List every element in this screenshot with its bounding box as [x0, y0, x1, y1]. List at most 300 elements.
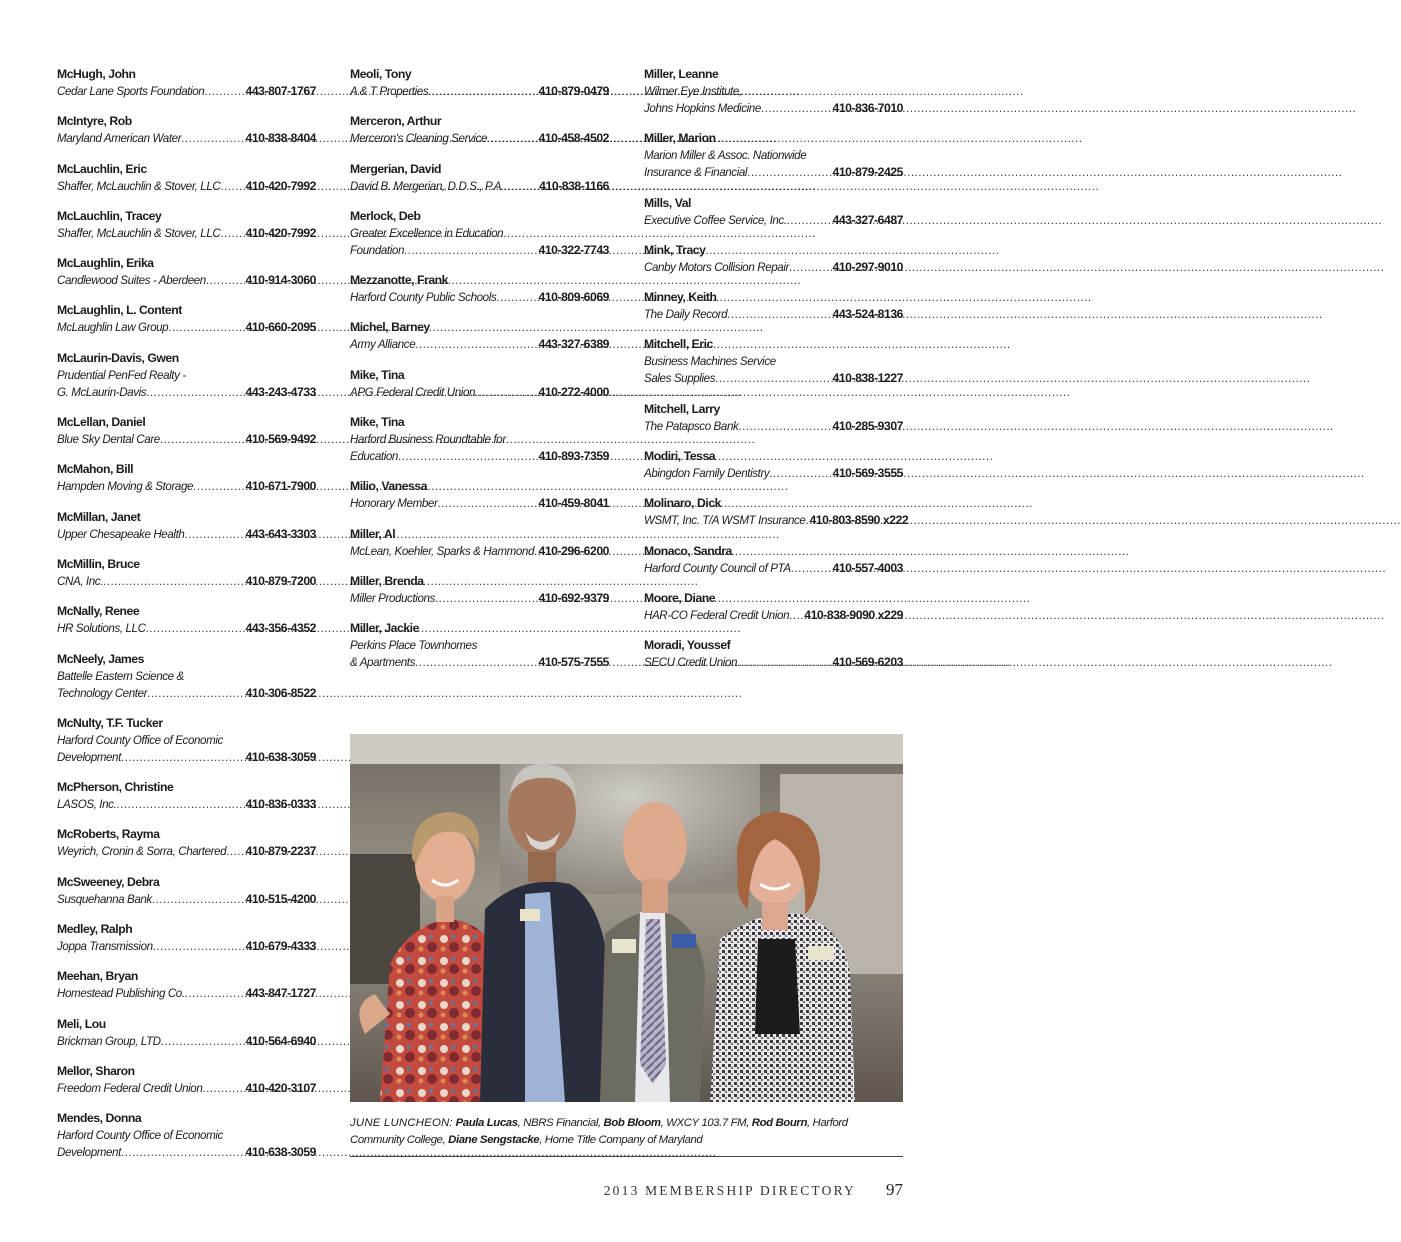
- phone-number: 443-643-3303: [245, 526, 316, 541]
- directory-entry: [644, 289, 903, 323]
- dot-leader: [435, 590, 538, 607]
- phone-number: 410-879-2237: [245, 844, 316, 859]
- phone-number: 410-836-0333: [245, 797, 316, 812]
- phone-number: 443-356-4352: [245, 621, 316, 636]
- directory-entry: [57, 779, 316, 813]
- organization-line: Freedom Federal Credit Union: [57, 1081, 203, 1095]
- directory-entry: [350, 573, 609, 607]
- organization-line: Foundation: [350, 243, 405, 257]
- dot-leader: [789, 607, 803, 624]
- member-name: Medley, Ralph: [57, 922, 133, 937]
- organization-line: Harford Business Roundtable for: [350, 433, 506, 447]
- organization-phone-row: [57, 319, 316, 336]
- directory-column-1: [57, 66, 316, 1175]
- dot-leader: [193, 478, 244, 495]
- member-name: Miller, Brenda: [350, 573, 424, 588]
- dot-leader: [161, 1033, 245, 1050]
- phone-number: 410-879-7200: [245, 573, 316, 588]
- dot-leader: [747, 164, 831, 181]
- directory-entry: [57, 715, 316, 766]
- dot-leader: [226, 843, 244, 860]
- phone-number: 443-847-1727: [245, 986, 316, 1001]
- organization-line: & Apartments: [350, 656, 416, 670]
- member-name: Miller, Jackie: [350, 621, 419, 636]
- phone-number: 410-879-0479: [538, 84, 609, 98]
- dot-leader: [715, 370, 831, 387]
- organization-line: Joppa Transmission: [57, 940, 153, 954]
- directory-entry: [57, 350, 316, 401]
- dot-leader: [168, 319, 244, 336]
- organization-phone-row: [57, 130, 316, 147]
- organization-phone-row: [57, 685, 316, 702]
- dot-leader: [398, 448, 538, 465]
- member-name: Minney, Keith: [644, 290, 717, 305]
- organization-phone-row: [57, 843, 316, 860]
- directory-entry: [57, 255, 316, 289]
- organization-line: Harford County Office of Economic: [57, 733, 223, 747]
- organization-line: Hampden Moving & Storage: [57, 480, 194, 494]
- organization-line: Weyrich, Cronin & Sorra, Chartered: [57, 845, 227, 859]
- member-name: Molinaro, Dick: [644, 496, 721, 511]
- organization-phone-row: [350, 242, 609, 259]
- member-name: Moore, Diane: [644, 590, 716, 605]
- directory-entry: [350, 319, 609, 353]
- phone-number: 410-638-3059: [245, 1145, 316, 1160]
- organization-line: The Daily Record: [644, 308, 728, 322]
- organization-phone-row: [57, 796, 316, 813]
- member-name: Merlock, Deb: [350, 208, 421, 223]
- member-name: McLauchlin, Eric: [57, 161, 147, 176]
- phone-number: 410-420-7992: [245, 225, 316, 240]
- phone-number: 410-459-8041: [538, 496, 609, 511]
- dot-leader: [220, 225, 244, 242]
- phone-number: 410-638-3059: [245, 749, 316, 764]
- dot-leader: [737, 654, 831, 671]
- directory-entry: [57, 208, 316, 242]
- phone-number: 410-838-8404: [245, 131, 316, 146]
- member-name: McIntyre, Rob: [57, 114, 132, 129]
- dot-leader: [121, 1144, 245, 1161]
- member-name: Mendes, Donna: [57, 1111, 142, 1126]
- directory-entry: [57, 414, 316, 448]
- organization-line: HAR-CO Federal Credit Union: [644, 608, 790, 622]
- organization-phone-row: [350, 384, 609, 401]
- directory-entry: [644, 495, 909, 529]
- member-name: Mink, Tracy: [644, 242, 706, 257]
- phone-number: 410-515-4200: [245, 891, 316, 906]
- dot-leader: [160, 431, 245, 448]
- directory-entry: [350, 208, 609, 259]
- dot-leader: [204, 83, 244, 100]
- caption-person-affiliation: , Home Title Company of Maryland: [539, 1134, 703, 1146]
- organization-line: Shaffer, McLauchlin & Stover, LLC: [57, 179, 221, 193]
- member-name: Monaco, Sandra: [644, 543, 732, 558]
- directory-entry: [57, 603, 316, 637]
- member-name: Mike, Tina: [350, 367, 405, 382]
- organization-line: Candlewood Suites - Aberdeen: [57, 274, 206, 288]
- organization-phone-row: [57, 1144, 316, 1161]
- footer-directory-label: 2013 MEMBERSHIP DIRECTORY: [603, 1183, 856, 1198]
- caption-person-affiliation: , Harford Community College,: [350, 1117, 848, 1146]
- directory-entry: [644, 401, 903, 435]
- directory-entry: [57, 968, 316, 1002]
- phone-number: 410-836-7010: [832, 101, 903, 115]
- organization-phone-row: [57, 178, 316, 195]
- directory-entry: [57, 1016, 316, 1050]
- member-name: Mike, Tina: [350, 415, 405, 430]
- organization-line: McLaughlin Law Group: [57, 321, 169, 335]
- directory-entry: [644, 242, 903, 276]
- dot-leader: [415, 654, 537, 671]
- member-name: McMillan, Janet: [57, 509, 141, 524]
- dot-leader: [116, 796, 244, 813]
- organization-line: The Patapsco Bank: [644, 419, 739, 433]
- directory-entry: [57, 1110, 316, 1161]
- organization-line: Canby Motors Collision Repair: [644, 260, 789, 274]
- organization-line: Battelle Eastern Science &: [57, 669, 184, 683]
- phone-number: 410-285-9307: [832, 418, 903, 433]
- organization-phone-row: [57, 938, 316, 955]
- organization-line: Business Machines Service: [644, 355, 776, 369]
- member-name: Meehan, Bryan: [57, 969, 138, 984]
- dot-leader: [202, 1080, 244, 1097]
- organization-line: McLean, Koehler, Sparks & Hammond: [350, 544, 534, 558]
- organization-line: Abingdon Family Dentistry: [644, 467, 770, 481]
- organization-line: Honorary Member: [350, 497, 438, 511]
- organization-line: Sales Supplies: [644, 372, 716, 386]
- directory-entry: [57, 161, 316, 195]
- organization-line: Maryland American Water: [57, 132, 182, 146]
- directory-entry: [644, 66, 903, 117]
- organization-line: Greater Excellence in Education: [350, 226, 504, 240]
- member-name: McLauchlin, Tracey: [57, 208, 162, 223]
- phone-number: 410-322-7743: [538, 242, 609, 257]
- luncheon-photo: [350, 734, 903, 1102]
- organization-phone-row: [350, 654, 609, 671]
- organization-line: Johns Hopkins Medicine: [644, 102, 761, 115]
- organization-phone-row: [350, 178, 609, 195]
- organization-line: Development: [57, 750, 121, 764]
- member-name: McNeely, James: [57, 651, 144, 666]
- caption-person-name: Diane Sengstacke: [448, 1134, 540, 1146]
- organization-phone-row: [644, 560, 903, 577]
- organization-line: Army Alliance: [350, 338, 416, 352]
- organization-line: Susquehanna Bank: [57, 892, 152, 906]
- member-name: McLellan, Daniel: [57, 415, 146, 430]
- dot-leader: [181, 130, 244, 147]
- organization-line: Executive Coffee Service, Inc.: [644, 213, 787, 227]
- organization-phone-row: [57, 620, 316, 637]
- caption-person-name: Bob Bloom: [603, 1117, 661, 1129]
- caption-divider: [350, 1156, 903, 1157]
- organization-line: Insurance & Financial: [644, 166, 748, 180]
- organization-phone-row: [350, 83, 609, 100]
- dot-leader: [496, 289, 537, 306]
- member-name: Mills, Val: [644, 195, 691, 210]
- organization-line: Merceron's Cleaning Service: [350, 132, 488, 146]
- organization-phone-row: [644, 212, 903, 229]
- phone-number: 410-569-9492: [245, 432, 316, 447]
- organization-phone-row: [57, 749, 316, 766]
- member-name: Miller, Al: [350, 526, 396, 541]
- caption-person-name: Paula Lucas: [455, 1117, 518, 1129]
- organization-line: Development: [57, 1146, 121, 1160]
- dot-leader: [428, 83, 537, 100]
- dot-leader: [147, 685, 244, 702]
- organization-phone-row: [644, 654, 903, 671]
- member-name: Moradi, Youssef: [644, 638, 731, 653]
- phone-number: 443-243-4733: [245, 384, 316, 399]
- directory-entry: [57, 651, 316, 702]
- organization-line: Perkins Place Townhomes: [350, 639, 477, 653]
- member-name: Mitchell, Larry: [644, 401, 720, 416]
- directory-entry: [57, 509, 316, 543]
- organization-phone-row: [644, 465, 903, 482]
- phone-number: 410-692-9379: [538, 590, 609, 605]
- phone-number: 410-569-3555: [832, 466, 903, 481]
- member-name: Milio, Vanessa: [350, 479, 428, 494]
- member-name: Meoli, Tony: [350, 67, 412, 81]
- member-name: McRoberts, Rayma: [57, 827, 160, 842]
- member-name: Merceron, Arthur: [350, 114, 442, 129]
- organization-line: G. McLaurin-Davis: [57, 385, 147, 399]
- caption-person-affiliation: , WXCY 103.7 FM,: [660, 1117, 752, 1129]
- organization-line: SECU Credit Union: [644, 656, 738, 670]
- organization-line: Prudential PenFed Realty -: [57, 368, 186, 382]
- dot-leader: [791, 560, 832, 577]
- directory-entry: [350, 113, 609, 147]
- organization-phone-row: [57, 384, 316, 401]
- organization-phone-row: [644, 512, 909, 529]
- member-name: McMillin, Bruce: [57, 556, 140, 571]
- organization-line: Miller Productions: [350, 591, 435, 605]
- phone-number: 410-575-7555: [538, 655, 609, 670]
- directory-entry: [57, 461, 316, 495]
- organization-phone-row: [57, 272, 316, 289]
- directory-entry: [57, 302, 316, 336]
- organization-line: Harford County Public Schools: [350, 291, 497, 305]
- organization-phone-row: [350, 289, 609, 306]
- directory-entry: [350, 478, 609, 512]
- dot-leader: [415, 336, 537, 353]
- organization-phone-row: [644, 418, 903, 435]
- dot-leader: [185, 985, 245, 1002]
- organization-line: Wilmer Eye Institute,: [644, 85, 742, 98]
- dot-leader: [153, 938, 245, 955]
- organization-line: Brickman Group, LTD: [57, 1034, 161, 1048]
- dot-leader: [789, 259, 832, 276]
- organization-phone-row: [57, 1080, 316, 1097]
- dot-leader: [121, 749, 245, 766]
- organization-phone-row: [57, 1033, 316, 1050]
- dot-leader: [184, 526, 244, 543]
- directory-entry: [644, 336, 903, 387]
- phone-number: 443-327-6389: [538, 337, 609, 352]
- directory-entry: [644, 448, 903, 482]
- dot-leader: [152, 891, 245, 908]
- member-name: McLaughlin, L. Content: [57, 303, 182, 318]
- directory-entry: [350, 161, 609, 195]
- member-name: Mitchell, Eric: [644, 337, 713, 352]
- phone-number: 443-327-6487: [832, 212, 903, 227]
- phone-number: 410-306-8522: [245, 685, 316, 700]
- directory-entry: [350, 526, 609, 560]
- directory-entry: [57, 826, 316, 860]
- member-name: Mergerian, David: [350, 161, 442, 176]
- dot-leader: [769, 465, 831, 482]
- member-name: McSweeney, Debra: [57, 874, 160, 889]
- phone-number: 410-420-7992: [245, 178, 316, 193]
- caption-lead: JUNE LUNCHEON:: [350, 1117, 453, 1129]
- organization-line: Education: [350, 450, 398, 464]
- directory-entry: [57, 113, 316, 147]
- dot-leader: [437, 495, 537, 512]
- phone-number: 410-564-6940: [245, 1033, 316, 1048]
- phone-number: 410-569-6203: [832, 655, 903, 670]
- phone-number: 410-803-8590 x222: [809, 513, 909, 528]
- organization-phone-row: [57, 573, 316, 590]
- member-name: Modiri, Tessa: [644, 449, 716, 464]
- dot-leader: [103, 573, 244, 590]
- organization-phone-row: [350, 495, 609, 512]
- directory-entry: [57, 1063, 316, 1097]
- member-name: McPherson, Christine: [57, 780, 174, 795]
- member-name: McNulty, T.F. Tucker: [57, 715, 163, 730]
- phone-number: 410-809-6069: [538, 290, 609, 305]
- directory-entry: [350, 367, 609, 401]
- organization-phone-row: [644, 306, 903, 323]
- organization-phone-row: [350, 336, 609, 353]
- directory-entry: [350, 620, 609, 671]
- page-number: 97: [886, 1180, 903, 1199]
- organization-phone-row: [644, 164, 903, 181]
- member-name: Miller, Leanne: [644, 67, 719, 81]
- phone-number: 410-671-7900: [245, 479, 316, 494]
- dot-leader: [220, 178, 244, 195]
- photo-caption: [350, 1115, 903, 1149]
- directory-entry: [350, 414, 609, 465]
- directory-entry: [644, 543, 903, 577]
- dot-leader: [206, 272, 245, 289]
- organization-line: HR Solutions, LLC: [57, 622, 146, 636]
- phone-number: 410-296-6200: [538, 543, 609, 558]
- dot-leader: [146, 620, 245, 637]
- organization-line: Shaffer, McLauchlin & Stover, LLC: [57, 226, 221, 240]
- phone-number: 410-879-2425: [832, 165, 903, 180]
- directory-entry: [350, 272, 609, 306]
- directory-entry: [644, 590, 903, 624]
- organization-line: WSMT, Inc. T/A WSMT Insurance: [644, 514, 806, 528]
- member-name: Mezzanotte, Frank: [350, 273, 448, 288]
- organization-phone-row: [350, 448, 609, 465]
- directory-entry: [644, 637, 903, 671]
- phone-number: 410-297-9010: [832, 259, 903, 274]
- dot-leader: [146, 384, 244, 401]
- dot-leader: [404, 242, 537, 259]
- dot-leader: [727, 306, 831, 323]
- directory-entry: [644, 130, 903, 181]
- phone-number: 443-807-1767: [245, 84, 316, 98]
- directory-entry: [57, 556, 316, 590]
- member-name: McLaurin-Davis, Gwen: [57, 350, 179, 365]
- phone-number: 410-893-7359: [538, 449, 609, 464]
- caption-person-name: Rod Bourn: [751, 1117, 808, 1129]
- dot-leader: [504, 178, 538, 195]
- phone-number: 410-838-1166: [539, 178, 609, 193]
- directory-entry: [57, 921, 316, 955]
- organization-phone-row: [57, 985, 316, 1002]
- directory-column-2: [350, 66, 609, 685]
- organization-phone-row: [350, 130, 609, 147]
- phone-number: 410-914-3060: [245, 273, 316, 288]
- organization-line: Marion Miller & Assoc. Nationwide: [644, 149, 807, 163]
- organization-phone-row: [57, 891, 316, 908]
- organization-phone-row: [644, 100, 903, 117]
- organization-line: Technology Center: [57, 686, 148, 700]
- phone-number: 443-524-8136: [832, 307, 903, 322]
- organization-phone-row: [57, 225, 316, 242]
- phone-number: 410-272-4000: [538, 384, 609, 399]
- caption-person-affiliation: , NBRS Financial,: [517, 1117, 604, 1129]
- member-name: Michel, Barney: [350, 320, 430, 335]
- organization-line: Harford County Office of Economic: [57, 1129, 223, 1143]
- organization-phone-row: [644, 259, 903, 276]
- phone-number: 410-838-9090 x229: [804, 607, 903, 622]
- phone-number: 410-679-4333: [245, 939, 316, 954]
- phone-number: 410-420-3107: [245, 1080, 316, 1095]
- organization-phone-row: [644, 370, 903, 387]
- organization-line: Cedar Lane Sports Foundation: [57, 85, 205, 98]
- phone-number: 410-660-2095: [245, 320, 316, 335]
- organization-line: A & T Properties: [350, 85, 429, 98]
- member-name: McLaughlin, Erika: [57, 256, 154, 271]
- dot-leader: [761, 100, 832, 117]
- organization-phone-row: [57, 526, 316, 543]
- directory-column-3: [644, 66, 909, 685]
- dot-leader: [487, 130, 537, 147]
- organization-line: Blue Sky Dental Care: [57, 433, 160, 447]
- phone-number: 410-458-4502: [538, 131, 609, 146]
- phone-number: 410-557-4003: [832, 560, 903, 575]
- organization-line: Upper Chesapeake Health: [57, 527, 185, 541]
- organization-phone-row: [57, 83, 316, 100]
- organization-line: LASOS, Inc.: [57, 798, 117, 812]
- directory-entry: [350, 66, 609, 100]
- organization-line: CNA, Inc.: [57, 574, 104, 588]
- organization-phone-row: [350, 543, 609, 560]
- organization-phone-row: [57, 431, 316, 448]
- organization-line: Homestead Publishing Co.: [57, 987, 185, 1001]
- organization-line: APG Federal Credit Union: [350, 385, 476, 399]
- organization-phone-row: [57, 478, 316, 495]
- organization-phone-row: [644, 607, 903, 624]
- member-name: Meli, Lou: [57, 1016, 106, 1031]
- member-name: Mellor, Sharon: [57, 1063, 135, 1078]
- organization-line: David B. Mergerian, D.D.S., P.A.: [350, 179, 504, 193]
- member-name: McMahon, Bill: [57, 462, 134, 477]
- directory-entry: [57, 66, 316, 100]
- dot-leader: [738, 418, 831, 435]
- member-name: McHugh, John: [57, 67, 136, 81]
- organization-phone-row: [350, 590, 609, 607]
- organization-line: Harford County Council of PTA: [644, 561, 791, 575]
- member-name: McNally, Renee: [57, 604, 140, 619]
- dot-leader: [475, 384, 537, 401]
- phone-number: 410-838-1227: [832, 371, 903, 386]
- member-name: Miller, Marion: [644, 131, 716, 146]
- dot-leader: [787, 212, 832, 229]
- directory-entry: [57, 874, 316, 908]
